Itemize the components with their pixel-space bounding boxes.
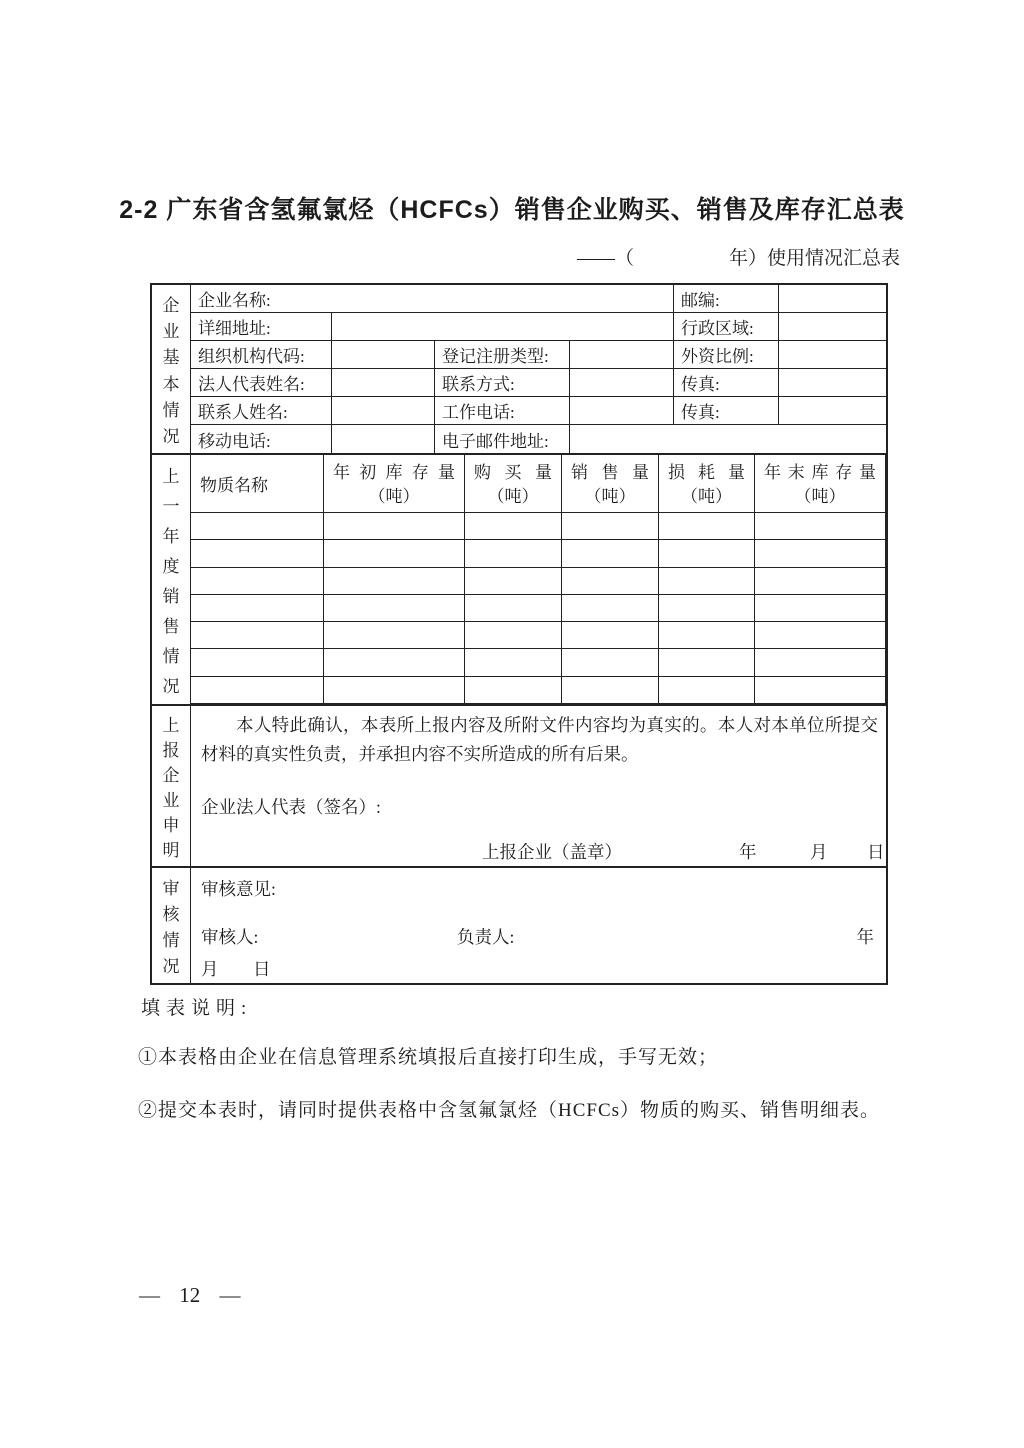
header-line2: （吨） [584,487,636,506]
legal-rep-signature-label: 企业法人代表（签名）: [201,797,381,817]
foreign-ratio-label: 外资比例: [674,341,779,369]
admin-region-value-cell [779,313,886,341]
sales-data-cell [755,649,886,676]
sales-data-cell [659,513,755,540]
header-line1: 购买量 [474,463,552,482]
sales-data-cell [755,568,886,595]
vlabel-char: 上 [162,716,180,735]
postal-code-label: 邮编: [674,285,779,313]
header-line2: （吨） [368,487,420,506]
sales-data-cell [191,649,324,676]
review-vertical-label [152,868,191,983]
vlabel-char: 业 [162,321,180,341]
work-phone-value-cell [570,397,674,425]
registration-type-label: 登记注册类型: [435,341,570,369]
page-subtitle: ——（ 年）使用情况汇总表 [576,248,900,269]
basic-info-vertical-label [152,285,191,453]
sales-data-cell [324,649,465,676]
sales-data-cell [659,677,755,704]
company-stamp-label: 上报企业（盖章） [482,842,622,862]
review-opinion-label: 审核意见: [201,879,276,899]
sales-data-cell [562,540,659,567]
sales-data-cell [465,622,562,649]
vlabel-char: 情 [162,646,180,666]
section-basic-info [152,285,886,455]
vlabel-char: 销 [162,586,180,606]
sales-data-cell [562,568,659,595]
sales-data-cell [465,649,562,676]
sales-data-cell [755,677,886,704]
vlabel-char: 一 [162,497,180,517]
sales-data-cell [755,540,886,567]
sales-data-cell [562,649,659,676]
fax2-value-cell [779,397,886,425]
declaration-year-label: 年 [739,842,757,862]
sales-data-cell [191,677,324,704]
vlabel-char: 本 [162,374,180,394]
contact-person-value-cell [332,397,435,425]
sales-vertical-label [152,455,191,704]
sales-data-cell [324,513,465,540]
company-name-label: 企业名称: [191,285,674,313]
note-item-1: ①本表格由企业在信息管理系统填报后直接打印生成，手写无效； [138,1047,719,1068]
vlabel-char: 情 [162,400,180,420]
section-sales [152,455,886,706]
section-review [152,868,886,983]
sales-data-cell [191,513,324,540]
sales-data-cell [191,622,324,649]
sales-data-cell [324,677,465,704]
sales-data-cell [465,513,562,540]
loss-qty-header [659,455,755,513]
email-label: 电子邮件地址: [435,425,570,453]
purchase-qty-header [465,455,562,513]
vlabel-char: 企 [162,295,180,315]
header-line2: （吨） [794,487,846,506]
vlabel-char: 售 [162,616,180,636]
vlabel-char: 年 [162,527,180,547]
email-value-cell [570,425,886,453]
contact-person-label: 联系人姓名: [191,397,332,425]
sales-data-cell [465,568,562,595]
vlabel-char: 基 [162,348,180,368]
header-line2: （吨） [487,487,539,506]
vlabel-char: 业 [162,791,180,810]
contact-method-value-cell [570,369,674,397]
page-number: — 12 — [139,1283,241,1307]
summary-form-table [150,283,888,985]
sales-data-cell [659,540,755,567]
org-code-label: 组织机构代码: [191,341,332,369]
sales-data-cell [562,622,659,649]
postal-code-value-cell [779,285,886,313]
legal-rep-label: 法人代表姓名: [191,369,332,397]
review-year-label: 年 [856,927,874,947]
header-line2: （吨） [681,487,732,506]
contact-method-label: 联系方式: [435,369,570,397]
page-title: 2-2 广东省含氢氟氯烃（HCFCs）销售企业购买、销售及库存汇总表 [119,196,905,224]
sales-data-cell [191,595,324,622]
sales-data-cell [324,540,465,567]
sales-grid [191,455,886,704]
review-day-label: 日 [253,959,271,979]
sales-data-cell [755,622,886,649]
sales-data-cell [324,622,465,649]
sales-data-cell [562,595,659,622]
substance-name-header: 物质名称 [191,455,324,513]
opening-stock-header [324,455,465,513]
sales-data-cell [465,677,562,704]
vlabel-char: 核 [162,904,180,924]
header-line1: 损耗量 [668,463,745,482]
header-line1: 年初库存量 [333,463,455,482]
registration-type-value-cell [570,341,674,369]
work-phone-label: 工作电话: [435,397,570,425]
admin-region-label: 行政区域: [674,313,779,341]
manager-label: 负责人: [457,927,515,947]
address-value-cell [332,313,674,341]
vlabel-char: 申 [162,816,180,835]
sales-data-cell [659,568,755,595]
mobile-phone-value-cell [332,425,435,453]
sales-data-cell [659,649,755,676]
vlabel-char: 度 [162,557,180,577]
fax1-value-cell [779,369,886,397]
address-label: 详细地址: [191,313,332,341]
sales-qty-header [562,455,659,513]
notes-heading: 填表说明: [141,998,253,1019]
closing-stock-header [755,455,886,513]
declaration-month-label: 月 [810,842,828,862]
sales-data-cell [465,595,562,622]
header-line1: 年末库存量 [764,463,876,482]
declaration-vertical-label [152,706,191,866]
mobile-phone-label: 移动电话: [191,425,332,453]
org-code-value-cell [332,341,435,369]
sales-data-cell [324,595,465,622]
sales-data-cell [659,622,755,649]
vlabel-char: 况 [162,957,180,977]
vlabel-char: 上 [162,467,180,487]
sales-data-cell [465,540,562,567]
vlabel-char: 情 [162,931,180,951]
basic-info-grid [191,285,886,453]
sales-data-cell [755,513,886,540]
fax2-label: 传真: [674,397,779,425]
vlabel-char: 企 [162,766,180,785]
sales-data-cell [562,677,659,704]
sales-data-cell [191,568,324,595]
declaration-day-label: 日 [867,842,885,862]
vlabel-char: 审 [162,878,180,898]
fax1-label: 传真: [674,369,779,397]
review-month-label: 月 [201,959,219,979]
foreign-ratio-value-cell [779,341,886,369]
vlabel-char: 况 [162,676,180,696]
header-line1: 销售量 [571,463,649,482]
sales-data-cell [324,568,465,595]
note-item-2: ②提交本表时，请同时提供表格中含氢氟氯烃（HCFCs）物质的购买、销售明细表。 [138,1100,881,1121]
vlabel-char: 明 [162,841,180,860]
sales-data-cell [191,540,324,567]
legal-rep-value-cell [332,369,435,397]
sales-data-cell [659,595,755,622]
vlabel-char: 报 [162,741,180,760]
sales-data-cell [755,595,886,622]
sales-data-cell [562,513,659,540]
section-declaration [152,706,886,868]
reviewer-label: 审核人: [201,927,259,947]
vlabel-char: 况 [162,427,180,447]
declaration-paragraph: 本人特此确认，本表所上报内容及所附文件内容均为真实的。本人对本单位所提交材料的真实性负责，并承担内容不实所造成的所有后果。 [201,715,878,764]
